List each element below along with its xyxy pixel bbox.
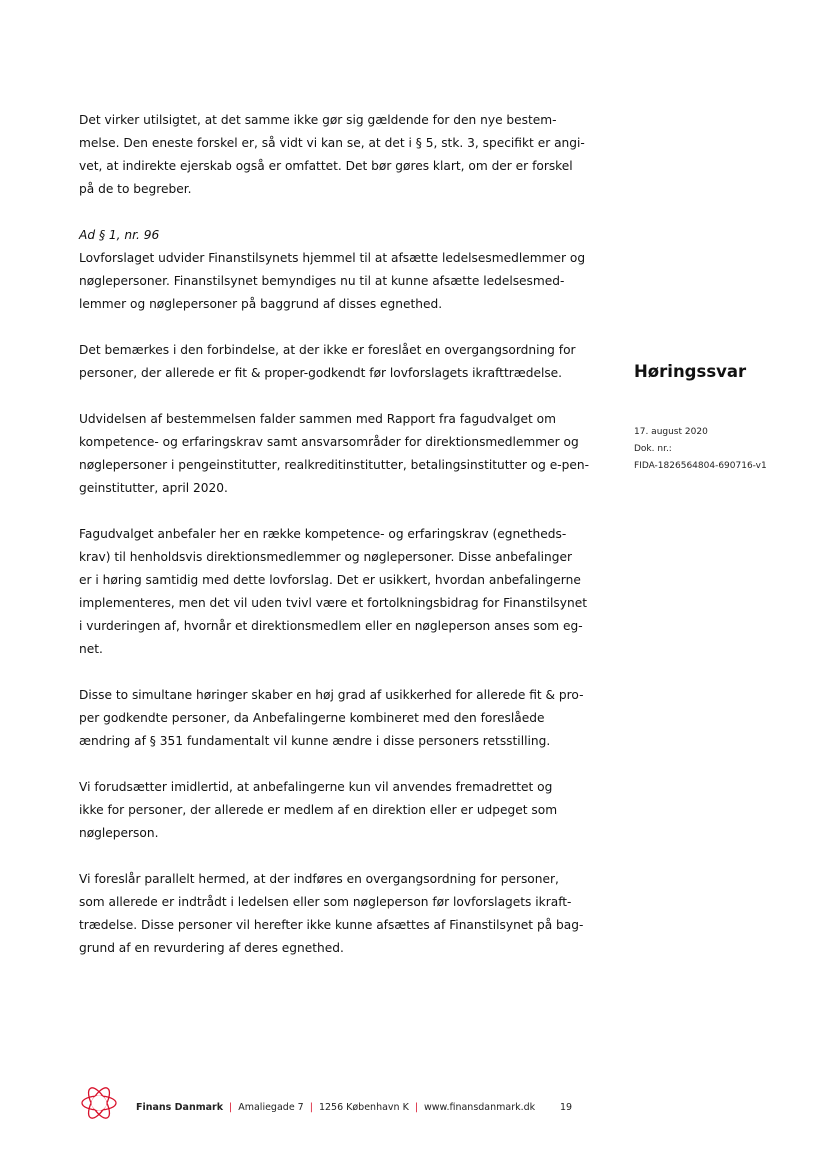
- paragraph-8: [79, 868, 584, 960]
- paragraph-6: [79, 684, 584, 753]
- footer-brand: Finans Danmark: [136, 1102, 224, 1113]
- text-line: som allerede er indtrådt i ledelsen eller som nøgleperson før lovforslagets ikraft-: [79, 895, 572, 909]
- text-line: krav) til henholdsvis direktionsmedlemmer og nøglepersoner. Disse anbefalinger: [79, 550, 573, 564]
- paragraph-2: [79, 224, 586, 316]
- text-line: geinstitutter, april 2020.: [79, 481, 228, 495]
- paragraph-1: [79, 109, 585, 201]
- footer-street: Amaliegade 7: [238, 1102, 304, 1113]
- text-line: Fagudvalget anbefaler her en række kompetence- og erfaringskrav (egnetheds-: [79, 527, 567, 541]
- text-line: trædelse. Disse personer vil herefter ikke kunne afsættes af Finanstilsynet på bag-: [79, 918, 584, 932]
- paragraph-5: [79, 523, 587, 661]
- text-line: Vi foreslår parallelt hermed, at der indføres en overgangsordning for personer,: [79, 872, 559, 886]
- footer-address: [136, 1102, 535, 1113]
- finans-danmark-logo-icon: [78, 1082, 120, 1124]
- text-line: er i høring samtidig med dette lovforslag. Det er usikkert, hvordan anbefalingerne: [79, 573, 581, 587]
- text-line: nøgleperson.: [79, 826, 159, 840]
- paragraph-7: [79, 776, 579, 845]
- document-number-label: Dok. nr.:: [634, 444, 672, 454]
- text-line: kompetence- og erfaringskrav samt ansvarsområder for direktionsmedlemmer og: [79, 435, 579, 449]
- text-line: Udvidelsen af bestemmelsen falder sammen med Rapport fra fagudvalget om: [79, 412, 556, 426]
- paragraph-3: [79, 339, 579, 385]
- text-line: grund af en revurdering af deres egnethed.: [79, 941, 344, 955]
- text-line: Disse to simultane høringer skaber en høj grad af usikkerhed for allerede fit & pro-: [79, 688, 584, 702]
- text-line: Det bemærkes i den forbindelse, at der ikke er foreslået en overgangsordning for: [79, 343, 576, 357]
- text-line: implementeres, men det vil uden tvivl være et fortolkningsbidrag for Finanstilsynet: [79, 596, 587, 610]
- document-number: FIDA-1826564804-690716-v1: [634, 461, 767, 471]
- text-line: ikke for personer, der allerede er medlem af en direktion eller er udpeget som: [79, 803, 558, 817]
- footer-separator: |: [229, 1102, 233, 1113]
- page-number: 19: [560, 1102, 573, 1113]
- text-line: i vurderingen af, hvornår et direktionsmedlem eller en nøgleperson anses som eg-: [79, 619, 583, 633]
- document-body: [79, 109, 590, 983]
- text-line: Det virker utilsigtet, at det samme ikke gør sig gældende for den nye bestem-: [79, 113, 557, 127]
- sidebar: [634, 362, 814, 475]
- text-line: nøglepersoner i pengeinstitutter, realkreditinstitutter, betalingsinstitutter og e-pen-: [79, 458, 590, 472]
- text-line: nøglepersoner. Finanstilsynet bemyndiges nu til at kunne afsætte ledelsesmed-: [79, 274, 565, 288]
- paragraph-4: [79, 408, 590, 500]
- text-line: ændring af § 351 fundamentalt vil kunne ændre i disse personers retsstilling.: [79, 734, 551, 748]
- text-line: vet, at indirekte ejerskab også er omfattet. Det bør gøres klart, om der er forskel: [79, 159, 573, 173]
- footer-website-link[interactable]: www.finansdanmark.dk: [424, 1102, 536, 1113]
- text-line: personer, der allerede er fit & proper-godkendt før lovforslagets ikrafttrædelse.: [79, 366, 563, 380]
- page-footer: [78, 1082, 678, 1132]
- text-line: på de to begreber.: [79, 182, 192, 196]
- sidebar-title: Høringssvar: [634, 362, 747, 381]
- footer-separator: |: [414, 1102, 419, 1113]
- section-heading: Ad § 1, nr. 96: [79, 228, 160, 242]
- footer-separator: |: [309, 1102, 313, 1113]
- text-line: Lovforslaget udvider Finanstilsynets hjemmel til at afsætte ledelsesmedlemmer og: [79, 251, 586, 265]
- text-line: lemmer og nøglepersoner på baggrund af disses egnethed.: [79, 297, 443, 311]
- document-meta: [634, 424, 814, 475]
- text-line: melse. Den eneste forskel er, så vidt vi kan se, at det i § 5, stk. 3, specifikt er angi-: [79, 136, 585, 150]
- footer-city: 1256 København K: [318, 1102, 409, 1113]
- text-line: per godkendte personer, da Anbefalingerne kombineret med den foreslåede: [79, 711, 545, 725]
- text-line: Vi forudsætter imidlertid, at anbefalingerne kun vil anvendes fremadrettet og: [79, 780, 553, 794]
- text-line: net.: [79, 642, 103, 656]
- document-date: 17. august 2020: [634, 427, 708, 437]
